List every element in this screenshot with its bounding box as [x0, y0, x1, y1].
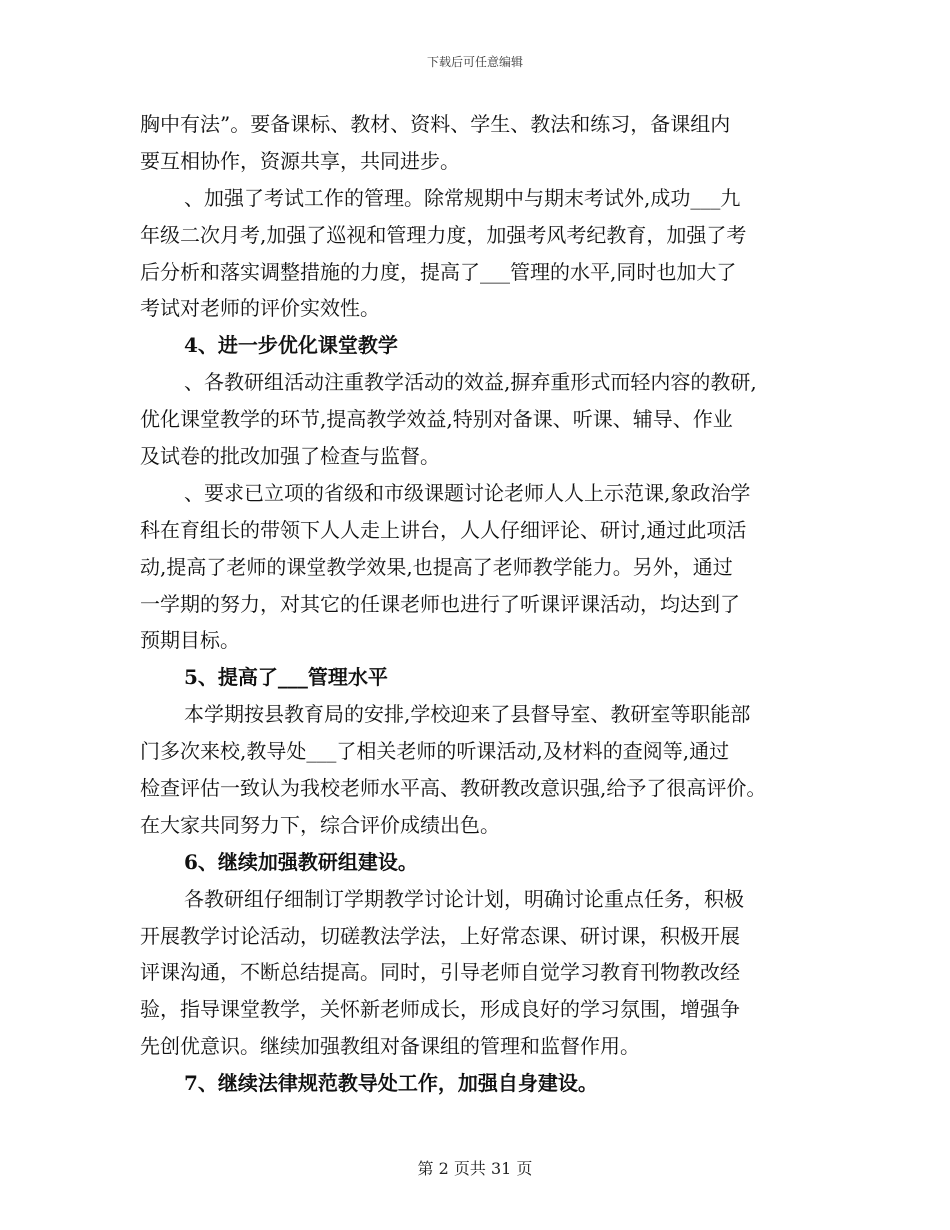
section-heading-5: 5、提高了___管理水平 — [184, 665, 388, 690]
paragraph-start-line: 、加强了考试工作的管理。除常规期中与期末考试外,成功___九 — [184, 185, 741, 210]
text-line: 验，指导课堂教学，关怀新老师成长，形成良好的学习氛围，增强争 — [140, 997, 740, 1022]
text-line: 评课沟通，不断总结提高。同时，引导老师自觉学习教育刊物教改经 — [140, 960, 740, 985]
section-heading-6: 6、继续加强教研组建设。 — [184, 849, 418, 874]
text-line: 胸中有法”。要备课标、教材、资料、学生、教法和练习，备课组内 — [140, 112, 731, 136]
text-line: 检查评估一致认为我校老师水平高、教研教改意识强,给予了很高评价。 — [140, 776, 767, 801]
text-line: 年级二次月考,加强了巡视和管理力度，加强考风考纪教育，加强了考 — [140, 222, 747, 247]
text-line: 先创优意识。继续加强教组对备课组的管理和监督作用。 — [140, 1034, 640, 1059]
text-line: 科在育组长的带领下人人走上讲台，人人仔细评论、研讨,通过此项活 — [140, 517, 747, 542]
paragraph-start-line: 、各教研组活动注重教学活动的效益,摒弃重形式而轻内容的教研, — [184, 370, 757, 395]
text-line: 要互相协作，资源共享，共同进步。 — [140, 148, 460, 173]
text-line: 门多次来校,教导处___了相关老师的听课活动,及材料的查阅等,通过 — [140, 739, 730, 764]
page-header-note: 下载后可任意编辑 — [426, 55, 523, 69]
text-line: 及试卷的批改加强了检查与监督。 — [140, 444, 440, 469]
document-body — [140, 106, 820, 1102]
text-line: 预期目标。 — [140, 628, 240, 653]
section-heading-4: 4、进一步优化课堂教学 — [184, 333, 398, 358]
paragraph-start-line: 本学期按县教育局的安排,学校迎来了县督导室、教研室等职能部 — [184, 702, 751, 727]
text-line: 考试对老师的评价实效性。 — [140, 296, 380, 321]
paragraph-start-line: 各教研组仔细制订学期教学讨论计划，明确讨论重点任务，积极 — [184, 886, 744, 911]
page-number: 第 2 页共 31 页 — [417, 1159, 533, 1178]
text-line: 在大家共同努力下，综合评价成绩出色。 — [140, 812, 500, 837]
text-line: 动,提高了老师的课堂教学效果,也提高了老师教学能力。另外，通过 — [140, 554, 733, 579]
section-heading-7: 7、继续法律规范教导处工作，加强自身建设。 — [184, 1071, 598, 1096]
paragraph-start-line: 、要求已立项的省级和市级课题讨论老师人人上示范课,象政治学 — [184, 480, 751, 505]
text-line: 开展教学讨论活动，切磋教法学法，上好常态课、研讨课，积极开展 — [140, 923, 740, 948]
text-line: 优化课堂教学的环节,提高教学效益,特别对备课、听课、辅导、作业 — [140, 407, 733, 432]
text-line: 后分析和落实调整措施的力度，提高了___管理的水平,同时也加大了 — [140, 259, 737, 284]
text-line: 一学期的努力，对其它的任课老师也进行了听课评课活动，均达到了 — [140, 591, 740, 616]
